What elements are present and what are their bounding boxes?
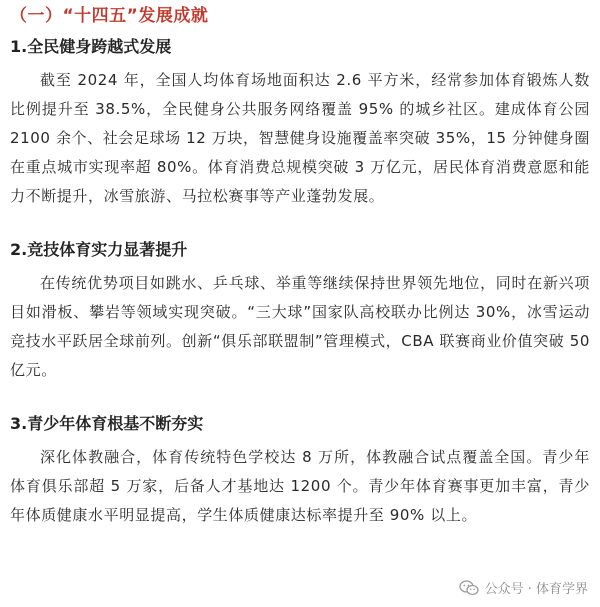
section-1: [10, 34, 590, 211]
section-heading: 2.竞技体育实力显著提升: [10, 240, 188, 259]
wechat-icon: [459, 580, 479, 596]
section-3: [10, 411, 590, 530]
spacer: [10, 211, 590, 237]
section-paragraph: 在传统优势项目如跳水、乒乓球、举重等继续保持世界领先地位，同时在新兴项目如滑板、攀岩等领域实现突破。“三大球”国家队高校联办比例达 30%，冰雪运动竞技水平跃居全球前列。创新“俱乐部联盟制”管理模式，CBA 联赛商业价值突破 50 亿元。: [10, 274, 590, 379]
section-2: [10, 237, 590, 385]
section-paragraph: 深化体教融合，体育传统特色学校达 8 万所，体教融合试点覆盖全国。青少年体育俱乐部超 5 万家，后备人才基地达 1200 个。青少年体育赛事更加丰富，青少年体质健康水平明显提高，学生体质健康达标率提升至 90% 以上。: [10, 448, 590, 524]
watermark: [459, 578, 588, 597]
spacer: [10, 385, 590, 411]
section-heading: 3.青少年体育根基不断夯实: [10, 414, 204, 433]
section-paragraph: 截至 2024 年，全国人均体育场地面积达 2.6 平方米，经常参加体育锻炼人数比例提升至 38.5%，全民健身公共服务网络覆盖 95% 的城乡社区。建成体育公园 2100 余个、社会足球场 12 万块，智慧健身设施覆盖率突破 35%，15 分钟健身圈在重点城市实现率超 80%。体育消费总规模突破 3 万亿元，居民体育消费意愿和能力不断提升，冰雪旅游、马拉松赛事等产业蓬勃发展。: [10, 71, 590, 205]
section-title: （一）“十四五”发展成就: [10, 6, 209, 26]
section-heading: 1.全民健身跨越式发展: [10, 37, 172, 56]
watermark-text: 公众号 · 体育学界: [484, 582, 588, 597]
